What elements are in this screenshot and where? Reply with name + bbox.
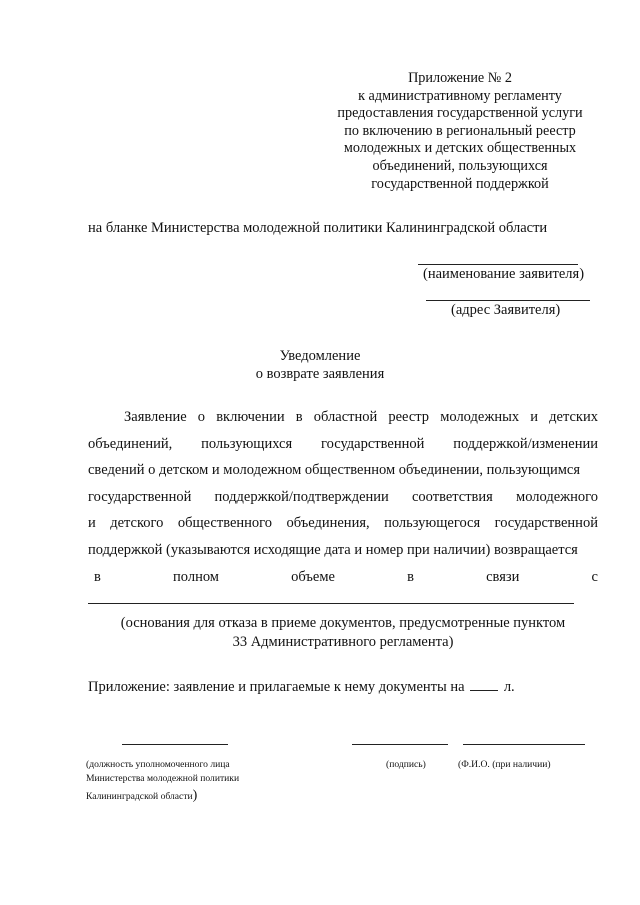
body-word: поддержкой/подтверждении <box>214 488 389 505</box>
applicant-address-caption: (адрес Заявителя) <box>451 302 561 318</box>
pages-count-blank <box>470 678 498 691</box>
body-word: молодежного <box>516 488 598 505</box>
body-word: полном <box>173 568 219 585</box>
appendix-header-line: к административному регламенту <box>358 87 562 104</box>
body-word: о <box>197 409 206 425</box>
document-title <box>0 347 640 383</box>
body-word: объединений, <box>88 435 173 452</box>
body-word: в <box>407 568 414 585</box>
letterhead-note: на бланке Министерства молодежной политики Калининградской области <box>88 220 548 236</box>
body-word: пользующегося <box>384 515 481 532</box>
position-signature-line <box>122 744 228 745</box>
body-word: детских <box>549 409 598 425</box>
body-line <box>88 431 598 458</box>
appendix-header-line: предоставления государственной услуги <box>337 105 583 122</box>
position-caption-text: Калининградской области <box>86 791 193 802</box>
position-caption-line: (должность уполномоченного лица <box>86 759 230 770</box>
body-word: поддержкой/изменении <box>453 435 598 452</box>
position-caption-line: Министерства молодежной политики <box>86 773 240 784</box>
fio-line <box>463 744 585 745</box>
applicant-name-caption: (наименование заявителя) <box>423 266 585 282</box>
attachment-line <box>88 678 515 696</box>
title-line: о возврате заявления <box>255 366 385 382</box>
body-word: в <box>94 568 101 585</box>
body-line: поддержкой (указываются исходящие дата и номер при наличии) возвращается <box>88 541 578 558</box>
applicant-name-line <box>418 264 578 265</box>
attachment-suffix: л. <box>503 679 515 695</box>
body-word: в <box>295 409 303 425</box>
body-word: государственной <box>494 515 598 532</box>
position-caption-line <box>86 789 239 804</box>
basis-caption-line: (основания для отказа в приеме документов, предусмотренные пунктом <box>120 615 566 631</box>
appendix-header-line: по включению в региональный реестр <box>344 122 576 139</box>
body-word: общественного <box>177 515 273 532</box>
body-line <box>88 564 598 591</box>
body-line <box>88 484 598 511</box>
body-word: детского <box>110 515 164 532</box>
refusal-reason-line <box>88 603 574 604</box>
body-word: молодежных <box>440 409 520 425</box>
body-word: государственной <box>321 435 425 452</box>
appendix-header-line: Приложение № 2 <box>408 70 512 86</box>
title-line: Уведомление <box>279 348 361 364</box>
appendix-header-line: объединений, пользующихся <box>372 157 548 174</box>
refusal-basis-caption <box>88 614 598 652</box>
body-word: объеме <box>291 568 335 585</box>
body-word: объединения, <box>286 515 370 532</box>
appendix-header-line: молодежных и детских общественных <box>343 140 577 157</box>
appendix-header <box>300 70 620 193</box>
body-word: соответствия <box>411 488 493 505</box>
notice-body <box>88 404 598 590</box>
basis-caption-line: 33 Административного регламента) <box>232 634 454 650</box>
appendix-header-line: государственной поддержкой <box>371 175 549 192</box>
body-line: сведений о детском и молодежном общественном объединении, пользующимся <box>88 462 581 479</box>
body-word: областной <box>313 409 378 425</box>
signature-line <box>352 744 448 745</box>
body-line <box>88 404 598 431</box>
body-word: государственной <box>88 488 192 505</box>
signature-caption: (подпись) <box>386 759 426 770</box>
attachment-prefix: Приложение: заявление и прилагаемые к нему документы на <box>88 679 465 695</box>
body-word: включении <box>216 409 285 425</box>
fio-caption: (Ф.И.О. (при наличии) <box>458 759 551 770</box>
position-caption <box>86 758 239 804</box>
body-word: реестр <box>388 409 430 425</box>
body-word: с <box>591 568 598 585</box>
body-word: Заявление <box>124 409 187 425</box>
position-caption-paren: ) <box>192 788 198 803</box>
body-word: связи <box>486 568 520 585</box>
body-word: и <box>88 515 96 532</box>
body-word: пользующихся <box>201 435 293 452</box>
applicant-address-line <box>426 300 590 301</box>
body-line <box>88 510 598 537</box>
body-word: и <box>530 409 538 425</box>
